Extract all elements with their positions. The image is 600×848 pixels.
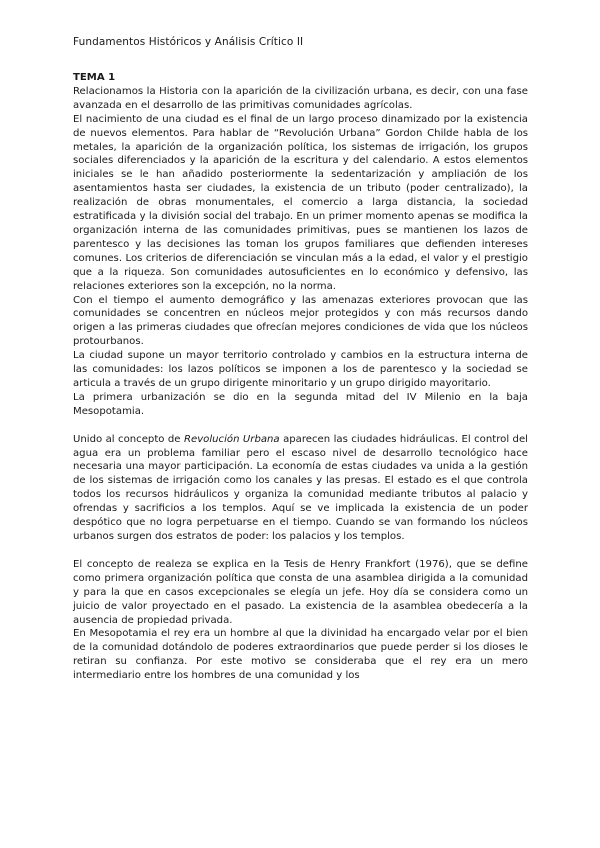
- paragraph-kingship: El concepto de realeza se explica en la Tesis de Henry Frankfort (1976), que se define como primera organización política que consta de una asamblea dirigida a la comunidad y para la que en casos excepcionales se elegía un jefe. Hoy día se considera como un juicio de valor proyectado en el pasado. La existencia de la asamblea obedecería a la ausencia de propiedad privada.: [73, 558, 528, 626]
- urban-revolution-emphasis: Revolución Urbana: [183, 433, 280, 445]
- paragraph-mesopotamian-king: En Mesopotamia el rey era un hombre al que la divinidad ha encargado velar por el bien de la comunidad dotándolo de poderes extraordinarios que puede perder si los dioses le retiran su confianza. Por este motivo se consideraba que el rey era un mero intermediario entre los hombres de una comunidad y los: [73, 628, 528, 682]
- paragraph-gap: [73, 419, 528, 433]
- paragraph-gap: [73, 544, 528, 558]
- hydraulic-text-start: Unido al concepto de: [73, 433, 184, 445]
- document-header: Fundamentos Históricos y Análisis Crítico II: [73, 36, 304, 48]
- paragraph-intro: Relacionamos la Historia con la aparición de la civilización urbana, es decir, con una fase avanzada en el desarrollo de las primitivas comunidades agrícolas.: [73, 85, 528, 111]
- document-body: [73, 71, 528, 683]
- paragraph-first-urbanization: La primera urbanización se dio en la segunda mitad del IV Milenio en la baja Mesopotamia.: [73, 391, 528, 417]
- hydraulic-text-rest: aparecen las ciudades hidráulicas. El control del agua era un problema familiar pero el escaso nivel de desarrollo tecnológico hace necesaria una mayor participación. La economía de estas ciudades va unida a la gestión de los sistemas de irrigación como los canales y las presas. El estado es el que controla todos los recursos hidráulicos y organiza la comunidad mediante tributos al palacio y ofrendas y sacrificios a los templos. Aquí se ve implicada la existencia de un poder despótico que no logra perpetuarse en el tiempo. Cuando se van formando los núcleos urbanos surgen dos estratos de poder: los palacios y los templos.: [73, 433, 528, 542]
- paragraph-urban-revolution: El nacimiento de una ciudad es el final de un largo proceso dinamizado por la existencia de nuevos elementos. Para hablar de “Revolución Urbana” Gordon Childe habla de los metales, la aparición de la organización política, los sistemas de irrigación, los grupos sociales diferenciados y la aparición de la escritura y del calendario. A estos elementos iniciales se le han añadido posteriormente la sedentarización y ampliación de los asentamientos hasta ser ciudades, la existencia de un tributo (poder centralizado), la realización de obras monumentales, el comercio a larga distancia, la sociedad estratificada y la división social del trabajo. En un primer momento apenas se modifica la organización interna de las comunidades primitivas, pues se mantienen los lazos de parentesco y las decisiones las toman los grupos familiares que defienden intereses comunes. Los criterios de diferenciación se vinculan más a la edad, el valor y el prestigio que a la riqueza. Son comunidades autosuficientes en lo económico y defensivo, las relaciones exteriores son la excepción, no la norma.: [73, 113, 528, 292]
- section-heading: TEMA 1: [73, 72, 116, 83]
- paragraph-hydraulic-cities: [73, 433, 528, 544]
- paragraph-demographic-growth: Con el tiempo el aumento demográfico y las amenazas exteriores provocan que las comunidades se concentren en núcleos mejor protegidos y con más recursos dando origen a las primeras ciudades que ofrecían mejores condiciones de vida que los núcleos protourbanos.: [73, 294, 528, 348]
- paragraph-city-structure: La ciudad supone un mayor territorio controlado y cambios en la estructura interna de las comunidades: los lazos políticos se imponen a los de parentesco y la sociedad se articula a través de un grupo dirigente minoritario y un grupo dirigido mayoritario.: [73, 350, 528, 389]
